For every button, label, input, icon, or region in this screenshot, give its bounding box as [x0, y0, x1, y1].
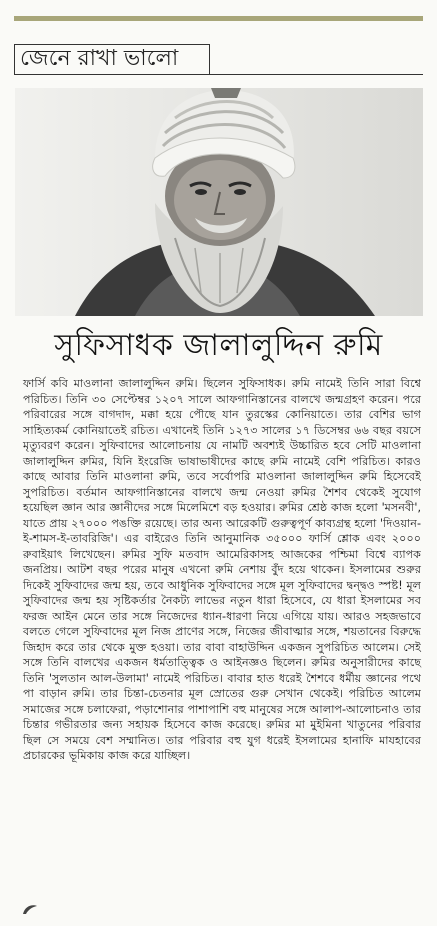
section-underline	[14, 74, 423, 75]
article-body	[23, 376, 421, 764]
rumi-portrait	[15, 88, 423, 316]
article-headline: সুফিসাধক জালালুদ্দিন রুমি	[54, 328, 383, 363]
section-header	[14, 44, 423, 74]
article-paragraph: ফার্সি কবি মাওলানা জালালুদ্দিন রুমি। ছিলেন সুফিসাধক। রুমি নামেই তিনি সারা বিশ্বে পরিচিত। তিনি ৩০ সেপ্টেম্বর ১২০৭ সালে আফগানিস্তানের বালখে জন্মগ্রহণ করেন। পরে পরিবারের সঙ্গে বাগদাদ, মক্কা হয়ে পৌছে যান তুরস্কের কোনিয়াতে। তার বেশির ভাগ সাহিত্যকর্ম কোনিয়াতেই রচিত। এখানেই তিনি ১২৭৩ সালের ১৭ ডিসেম্বর ৬৬ বছর বয়সে মৃত্যুবরণ করেন। সুফিবাদের আলোচনায় যে নামটি অবশ্যই উচ্চারিত হবে সেটি মাওলানা জালালুদ্দিন রুমির, যিনি ইংরেজি ভাষাভাষীদের কাছে রুমি নামেই বেশি পরিচিত। কারও কাছে আবার তিনি মাওলানা রুমি, তবে সর্বোপরি মাওলানা জালালুদ্দিন রুমি হিসেবেই সুপরিচিত। বর্তমান আফগানিস্তানের বালখে জন্ম নেওয়া রুমির শৈশব থেকেই সুযোগ হয়েছিল জ্ঞান আর জ্ঞানীদের সঙ্গে মিলেমিশে বড় হওয়ার। রুমির শ্রেষ্ঠ কাজ হলো 'মসনবী', যাতে প্রায় ২৭০০০ পঙক্তি রয়েছে। তার অন্য আরেকটি গুরুত্বপূর্ণ কাব্যগ্রন্থ হলো 'দিওয়ান-ই-শামস-ই-তাবরিজি'। এর বাইরেও তিনি আনুমানিক ৩৫০০০ ফার্সি শ্লোক এবং ২০০০ রুবাইয়াৎ লিখেছেন। রুমির সুফি মতবাদ আমেরিকাসহ আজকের পশ্চিমা বিশ্বে ব্যাপক জনপ্রিয়। আটশ বছর পরের মানুষ এখনো রুমি নেশায় বুঁদ হয়ে থাকেন। ইসলামের শুরুর দিকেই সুফিবাদের জন্ম হয়, তবে আধুনিক সুফিবাদের সঙ্গে মূল সুফিবাদের দ্বন্দ্বও স্পষ্ট! মূল সুফিবাদের জন্ম হয় সৃষ্টিকর্তার নৈকট্য লাভের নতুন ধারা হিসেবে, যে ধারা ইসলামের সব ফরজ আইন মেনে তার সঙ্গে নিজেদের ধ্যান-ধারণা নিয়ে এগিয়ে যায়। আরও সহজভাবে বলতে গেলে সুফিবাদের মূল নিজ প্রাণের সঙ্গে, নিজের জীবাত্মার সঙ্গে, শয়তানের বিরুদ্ধে জিহাদ করে তার থেকে মুক্ত হওয়া। তার বাবা বাহাউদ্দিন একজন সুপরিচিত আলেম। সেই সঙ্গে তিনি বালখের একজন ধর্মতাত্ত্বিক ও আইনজ্ঞও ছিলেন। রুমির অনুসারীদের কাছে তিনি 'সুলতান আল-উলামা' নামেই পরিচিত। বাবার হাত ধরেই শৈশবে ধর্মীয় জ্ঞানের পথে পা বাড়ান রুমি। তার চিন্তা-চেতনার মূল স্রোতের গুরু সেখান থেকেই। পরিচিত আলেম সমাজের সঙ্গে চলাফেরা, পড়াশোনার পাশাপাশি বহু মানুষের সঙ্গে আলাপ-আলোচনাও তার চিন্তার গভীরতার জন্য সহায়ক হিসেবে কাজ করেছে। রুমির মা মুইমিনা খাতুনের পরিবার ছিল সে সময়ে বেশ সম্মানিত। তার পরিবার বহু যুগ ধরেই ইসলামের হানাফি মাযহাবের প্রচারকের ভূমিকায় কাজ করে যাচ্ছিল।	[23, 377, 421, 762]
top-rule	[14, 16, 423, 21]
section-title: জেনে রাখা ভালো	[20, 46, 179, 71]
corner-ornament	[22, 900, 38, 912]
